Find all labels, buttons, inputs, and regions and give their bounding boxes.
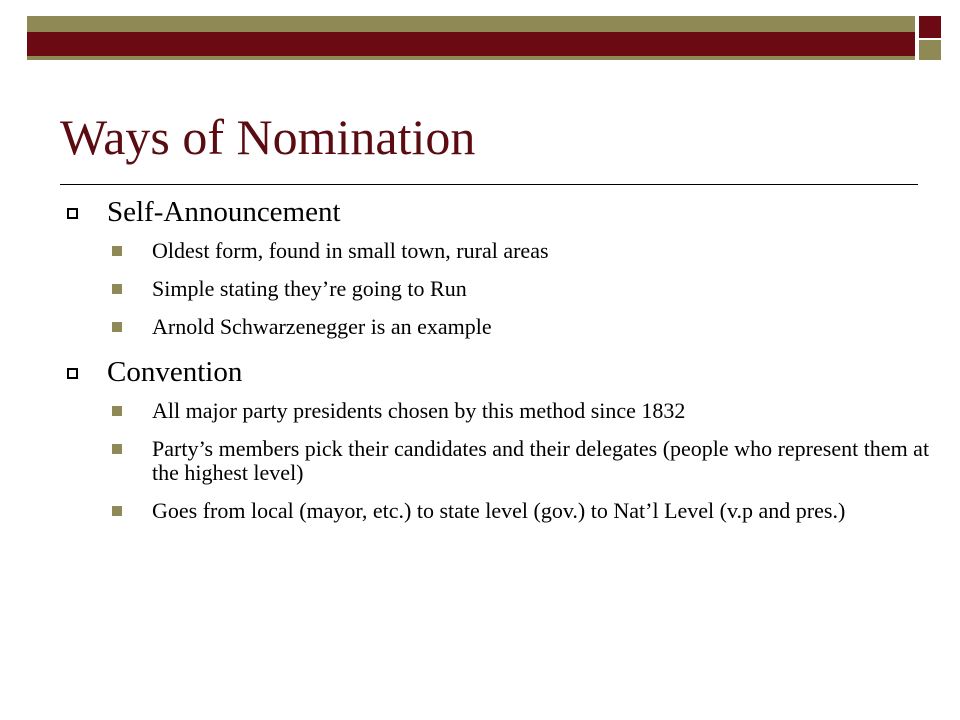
list-item [60,399,930,423]
list-item-text: Oldest form, found in small town, rural areas [152,238,549,263]
filled-square-icon [112,406,122,416]
corner-square-olive [919,40,941,60]
list-item [60,277,930,301]
section-heading-convention [60,353,930,391]
slide-title: Ways of Nomination [60,109,476,165]
hollow-square-icon [67,208,78,219]
list-item-text: All major party presidents chosen by this method since 1832 [152,398,686,423]
list-item-text: Party’s members pick their candidates and their delegates (people who represent them at the highest level) [152,436,930,485]
list-item [60,499,930,523]
list-item [60,239,930,263]
olive-stripe-bottom [27,56,915,60]
filled-square-icon [112,246,122,256]
header-decoration-band [0,0,960,64]
maroon-stripe [27,32,915,56]
list-item [60,315,930,339]
filled-square-icon [112,506,122,516]
section-heading-label: Convention [107,356,243,388]
slide-body [60,193,930,537]
filled-square-icon [112,322,122,332]
filled-square-icon [112,444,122,454]
list-item [60,437,930,485]
list-item-text: Goes from local (mayor, etc.) to state level (gov.) to Nat’l Level (v.p and pres.) [152,498,846,523]
title-divider [60,184,918,185]
corner-square-maroon [919,16,941,38]
section-heading-label: Self-Announcement [107,196,341,228]
list-item-text: Arnold Schwarzenegger is an example [152,314,492,339]
hollow-square-icon [67,368,78,379]
olive-stripe-top [27,16,915,32]
filled-square-icon [112,284,122,294]
section-heading-self-announcement [60,193,930,231]
list-item-text: Simple stating they’re going to Run [152,276,467,301]
